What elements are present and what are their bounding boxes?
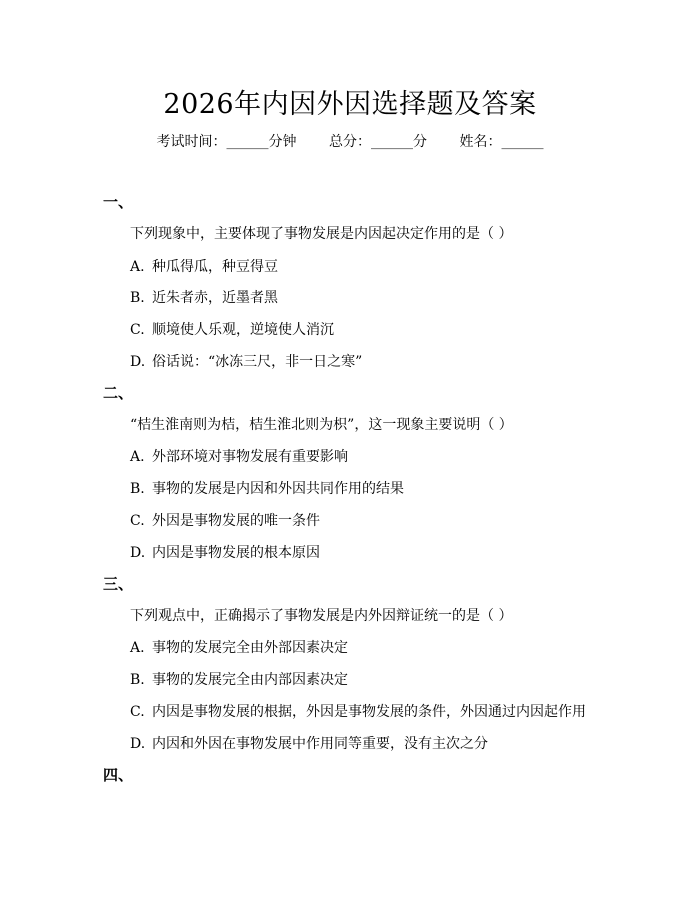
option-text: 顺境使人乐观，逆境使人消沉 [152, 322, 334, 338]
question-2-number: 二、 [103, 384, 134, 402]
exam-score: 总分：______分 [329, 134, 427, 150]
option-letter: D. [130, 736, 146, 752]
question-1-stem: 下列现象中，主要体现了事物发展是内因起决定作用的是（ ） [130, 226, 513, 242]
option-text: 外部环境对事物发展有重要影响 [152, 449, 348, 465]
question-2-option-a [130, 446, 348, 466]
option-letter: A. [130, 449, 145, 465]
question-1-option-b [130, 287, 278, 307]
question-3-option-a [130, 637, 348, 657]
option-text: 内因和外因在事物发展中作用同等重要，没有主次之分 [152, 736, 488, 752]
option-letter: B. [130, 290, 145, 306]
option-text: 内因是事物发展的根本原因 [152, 545, 320, 561]
exam-meta [0, 131, 700, 151]
question-2-option-c [130, 510, 320, 530]
option-letter: B. [130, 672, 145, 688]
question-3-number: 三、 [103, 575, 134, 593]
question-3-option-d [130, 733, 488, 753]
option-text: 近朱者赤，近墨者黑 [152, 290, 278, 306]
question-1-option-c [130, 319, 334, 339]
question-2-option-d [130, 542, 320, 562]
question-3-option-b [130, 669, 348, 689]
option-text: 事物的发展是内因和外因共同作用的结果 [152, 481, 404, 497]
option-letter: D. [130, 354, 146, 370]
option-text: 事物的发展完全由外部因素决定 [152, 640, 348, 656]
option-text: 种瓜得瓜，种豆得豆 [152, 259, 278, 275]
option-letter: A. [130, 259, 145, 275]
question-1-option-d [130, 351, 362, 371]
page-title: 2026年内因外因选择题及答案 [163, 89, 537, 120]
question-1-option-a [130, 256, 278, 276]
question-3-option-c [130, 701, 586, 721]
option-text: 内因是事物发展的根据，外因是事物发展的条件，外因通过内因起作用 [152, 704, 586, 720]
question-3-stem: 下列观点中，正确揭示了事物发展是内外因辩证统一的是（ ） [130, 608, 513, 624]
exam-name: 姓名：______ [459, 134, 544, 150]
question-1-number: 一、 [103, 193, 134, 211]
option-letter: D. [130, 545, 146, 561]
option-letter: C. [130, 704, 145, 720]
question-2-stem: “桔生淮南则为桔，桔生淮北则为枳”，这一现象主要说明（ ） [130, 417, 513, 433]
exam-time: 考试时间：______分钟 [156, 134, 297, 150]
option-text: 事物的发展完全由内部因素决定 [152, 672, 348, 688]
option-letter: A. [130, 640, 145, 656]
option-text: 俗话说：“冰冻三尺，非一日之寒” [152, 354, 363, 370]
option-letter: C. [130, 322, 145, 338]
option-letter: B. [130, 481, 145, 497]
option-letter: C. [130, 513, 145, 529]
question-4-number: 四、 [103, 766, 134, 784]
option-text: 外因是事物发展的唯一条件 [152, 513, 320, 529]
question-2-option-b [130, 478, 404, 498]
